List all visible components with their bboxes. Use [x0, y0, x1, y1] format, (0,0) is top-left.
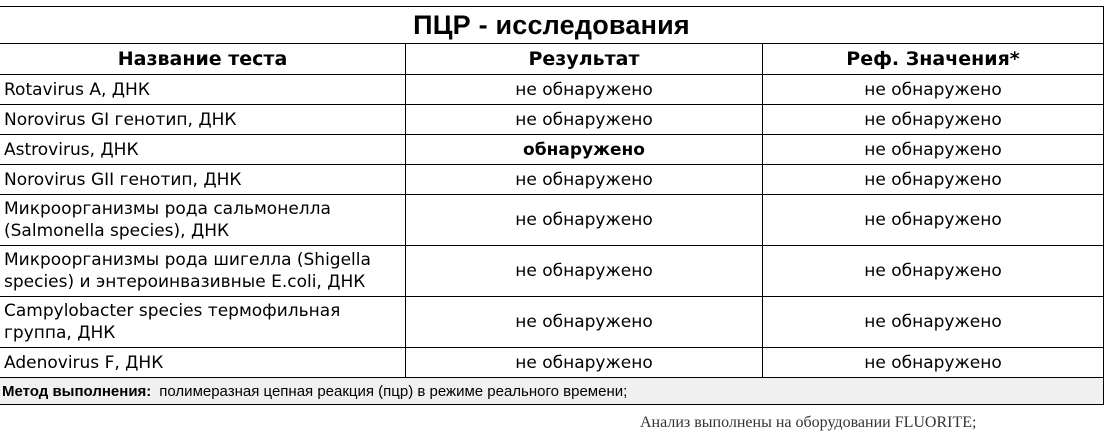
table-row: [0, 348, 1104, 378]
table-row: [0, 135, 1104, 165]
reference-value: не обнаружено: [763, 195, 1104, 246]
header-row: [0, 44, 1104, 75]
method-row: [0, 378, 1104, 405]
table-row: [0, 105, 1104, 135]
test-name-line: species) и энтероинвазивные E.coli, ДНК: [4, 272, 366, 292]
test-name-line: Микроорганизмы рода сальмонелла: [4, 199, 331, 219]
test-name: Norovirus GI генотип, ДНК: [0, 105, 406, 135]
table-row: [0, 246, 1104, 297]
report-title: ПЦР - исследования: [0, 7, 1104, 44]
column-header-reference: Реф. Значения*: [763, 44, 1104, 75]
test-name-line: (Salmonella species), ДНК: [4, 221, 230, 241]
equipment-note: Анализ выполнены на оборудовании FLUORITE;: [640, 414, 977, 431]
test-result: не обнаружено: [406, 165, 763, 195]
test-name: Norovirus GII генотип, ДНК: [0, 165, 406, 195]
table-row: [0, 75, 1104, 105]
test-result: не обнаружено: [406, 75, 763, 105]
method-label: Метод выполнения:: [2, 382, 152, 400]
table-row: [0, 195, 1104, 246]
method-description: [0, 378, 1104, 405]
reference-value: не обнаружено: [763, 165, 1104, 195]
column-header-test-name: Название теста: [0, 44, 406, 75]
column-header-result: Результат: [406, 44, 763, 75]
test-name: [0, 246, 406, 297]
test-name: Adenovirus F, ДНК: [0, 348, 406, 378]
pcr-results-report: [0, 6, 1103, 405]
test-name: [0, 297, 406, 348]
test-result: не обнаружено: [406, 348, 763, 378]
reference-value: не обнаружено: [763, 297, 1104, 348]
test-name: [0, 195, 406, 246]
table-row: [0, 297, 1104, 348]
test-name: Rotavirus A, ДНК: [0, 75, 406, 105]
test-result: не обнаружено: [406, 246, 763, 297]
method-value: полимеразная цепная реакция (пцр) в режиме реального времени;: [159, 382, 628, 400]
test-name-line: Микроорганизмы рода шигелла (Shigella: [4, 250, 371, 270]
title-row: [0, 7, 1104, 44]
test-name-line: Campylobacter species термофильная: [4, 301, 341, 321]
reference-value: не обнаружено: [763, 75, 1104, 105]
test-result-positive: обнаружено: [406, 135, 763, 165]
test-result: не обнаружено: [406, 195, 763, 246]
reference-value: не обнаружено: [763, 105, 1104, 135]
reference-value: не обнаружено: [763, 135, 1104, 165]
reference-value: не обнаружено: [763, 348, 1104, 378]
test-result: не обнаружено: [406, 105, 763, 135]
pcr-results-table: [0, 6, 1104, 405]
test-name-line: группа, ДНК: [4, 323, 116, 343]
test-result: не обнаружено: [406, 297, 763, 348]
reference-value: не обнаружено: [763, 246, 1104, 297]
test-name: Astrovirus, ДНК: [0, 135, 406, 165]
table-row: [0, 165, 1104, 195]
